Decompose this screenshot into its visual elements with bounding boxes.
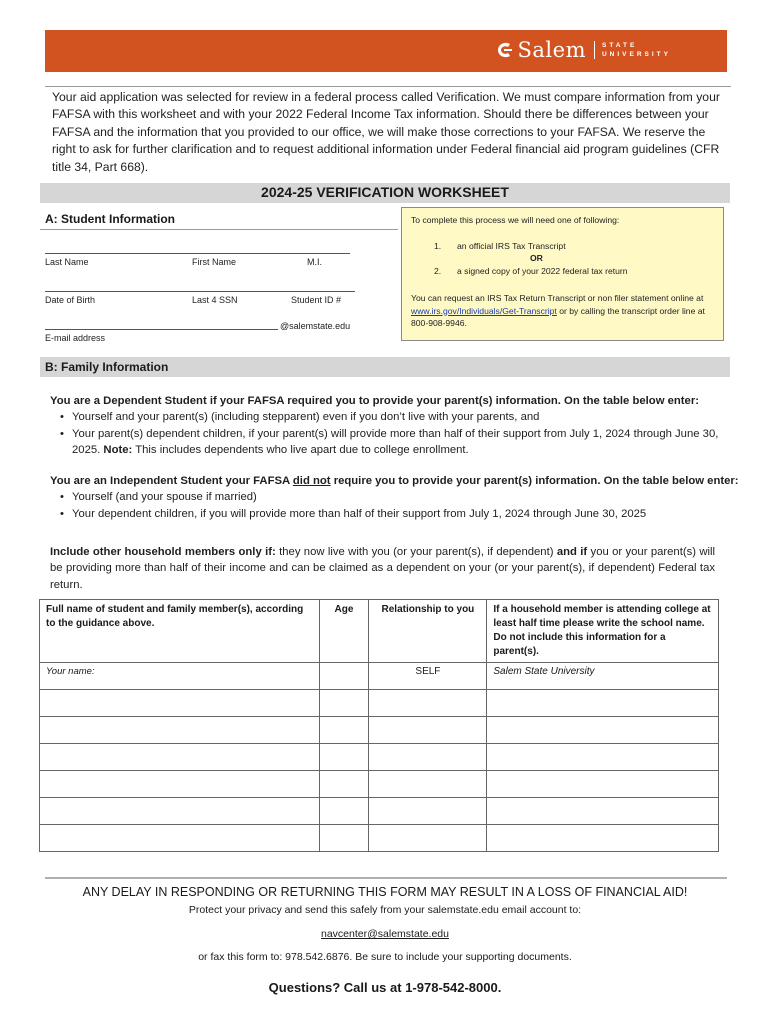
- first-name-label: First Name: [192, 257, 237, 267]
- logo-state-university: [602, 41, 671, 59]
- name-line[interactable]: [45, 253, 350, 254]
- divider: [45, 86, 731, 87]
- dob-label: Date of Birth: [45, 295, 96, 305]
- table-cell[interactable]: [40, 771, 320, 798]
- other-bold-1: Include other household members only if:: [50, 546, 276, 558]
- irs-transcript-link[interactable]: www.irs.gov/Individuals/Get-Transcript: [411, 305, 557, 316]
- cell-school[interactable]: Salem State University: [487, 663, 719, 690]
- other-members-paragraph: [50, 544, 715, 593]
- student-id-label: Student ID #: [291, 295, 342, 305]
- mi-label: M.I.: [307, 257, 322, 267]
- table-cell[interactable]: [319, 690, 369, 717]
- table-cell[interactable]: [40, 825, 320, 852]
- table-cell[interactable]: [487, 690, 719, 717]
- table-row: [40, 744, 719, 771]
- dependent-bullet-2-text: Your parent(s) dependent children, if your parent(s) will provide more than half of their support from July 1, 2024 through June 30, 2025.: [72, 427, 719, 456]
- intro-paragraph: Your aid application was selected for review in a federal process called Verification. We must compare information from your FAFSA with this worksheet and with your 2022 Federal Income Tax information. Should there be differences between your FAFSA and the information that you provided to our office, we will make those corrections to your FAFSA. We reserve the right to ask for further clarification and to request additional information under Federal financial aid program guidelines (CFR title 34, Part 668).: [52, 90, 720, 174]
- header-banner: [45, 30, 727, 72]
- dependent-block: [50, 393, 740, 458]
- table-cell[interactable]: [319, 744, 369, 771]
- logo-state: STATE: [601, 42, 638, 49]
- table-row: [40, 663, 719, 690]
- independent-block: [50, 473, 740, 522]
- table-cell[interactable]: [40, 717, 320, 744]
- table-cell[interactable]: [369, 744, 487, 771]
- section-b-title: B: Family Information: [45, 360, 169, 374]
- email-label: E-mail address: [45, 333, 106, 343]
- dependent-bullet-2: [50, 426, 720, 459]
- footer-fax: or fax this form to: 978.542.6876. Be sure to include your supporting documents.: [198, 951, 572, 963]
- independent-bullet-2: • Your dependent children, if you will provide more than half of their support from July 1, 2024 through June 30, 2025: [50, 506, 740, 522]
- other-text-2: you or your parent(s) will be providing more than half of their income and can be claimed as a dependent on your (or your parent(s), if dependent) Federal tax return.: [50, 546, 716, 591]
- table-cell[interactable]: [40, 798, 320, 825]
- table-cell[interactable]: [369, 690, 487, 717]
- logo-university: UNIVERSITY: [601, 51, 671, 58]
- email-domain: @salemstate.edu: [280, 321, 351, 331]
- section-a-divider: [40, 229, 398, 230]
- col-header-age: Age: [319, 600, 369, 663]
- callout-or: OR: [530, 253, 543, 263]
- navcenter-email-link[interactable]: navcenter@salemstate.edu: [321, 928, 449, 940]
- independent-bullet-1: • Yourself (and your spouse if married): [50, 489, 740, 505]
- table-cell[interactable]: [487, 717, 719, 744]
- table-cell[interactable]: [487, 744, 719, 771]
- table-cell[interactable]: [319, 717, 369, 744]
- last-name-label: Last Name: [45, 257, 89, 267]
- household-table: [39, 599, 719, 852]
- independent-did-not: did not: [292, 475, 331, 487]
- footer-warning: ANY DELAY IN RESPONDING OR RETURNING THIS FORM MAY RESULT IN A LOSS OF FINANCIAL AID!: [82, 885, 688, 899]
- table-cell[interactable]: [40, 690, 320, 717]
- independent-heading-post: require you to provide your parent(s) information. On the table below enter:: [333, 475, 739, 487]
- section-a-title: A: Student Information: [45, 212, 175, 226]
- independent-heading-pre: You are an Independent Student your FAFSA: [50, 475, 290, 487]
- callout-request: [411, 292, 711, 330]
- footer-questions: Questions? Call us at 1-978-542-8000.: [268, 980, 502, 995]
- other-text-1: they now live with you (or your parent(s), if dependent): [279, 546, 554, 558]
- dependent-bullet-1: • Yourself and your parent(s) (including stepparent) even if you don’t live with your parents, and: [50, 409, 740, 425]
- col-header-relationship: Relationship to you: [369, 600, 487, 663]
- table-cell[interactable]: [369, 771, 487, 798]
- salem-logo-icon: [495, 40, 515, 60]
- callout-item1-number: 1.: [434, 241, 442, 251]
- table-cell[interactable]: [369, 825, 487, 852]
- col-header-school: If a household member is attending college at least half time please write the school name. Do not include this information for a parent(s).: [487, 600, 719, 663]
- logo-divider: [594, 41, 595, 59]
- dependent-note-label: Note:: [103, 443, 133, 456]
- cell-relationship[interactable]: SELF: [369, 663, 487, 690]
- independent-heading: [50, 473, 740, 489]
- table-cell[interactable]: [40, 744, 320, 771]
- dob-ssn-id-line[interactable]: [45, 291, 355, 292]
- col-header-name: Full name of student and family member(s), according to the guidance above.: [40, 600, 320, 663]
- salem-state-logo: [495, 38, 671, 62]
- table-cell[interactable]: [369, 798, 487, 825]
- table-row: [40, 771, 719, 798]
- table-cell[interactable]: [487, 798, 719, 825]
- callout-item2: a signed copy of your 2022 federal tax return: [457, 266, 628, 276]
- dependent-note: This includes dependents who live apart due to college enrollment.: [135, 443, 469, 456]
- footer-divider: [45, 877, 727, 879]
- cell-your-name[interactable]: Your name:: [40, 663, 320, 690]
- table-cell[interactable]: [369, 717, 487, 744]
- table-cell[interactable]: [319, 825, 369, 852]
- cell-age[interactable]: [319, 663, 369, 690]
- callout-request-post: or by calling the transcript order line at 800-908-9946.: [411, 305, 705, 328]
- table-cell[interactable]: [487, 825, 719, 852]
- table-row: [40, 825, 719, 852]
- logo-word: Salem: [517, 38, 586, 62]
- callout-item1: an official IRS Tax Transcript: [457, 241, 566, 251]
- table-cell[interactable]: [319, 798, 369, 825]
- table-row: [40, 717, 719, 744]
- other-bold-2: and if: [556, 546, 588, 558]
- dependent-heading: You are a Dependent Student if your FAFSA required you to provide your parent(s) information. On the table below enter:: [50, 395, 700, 407]
- footer-privacy: Protect your privacy and send this safely from your salemstate.edu email account to:: [188, 904, 582, 916]
- email-line[interactable]: [45, 329, 278, 330]
- transcript-callout: [401, 207, 724, 341]
- footer-email-wrap: [0, 928, 770, 940]
- callout-item2-number: 2.: [434, 266, 442, 276]
- table-cell[interactable]: [487, 771, 719, 798]
- table-cell[interactable]: [319, 771, 369, 798]
- callout-request-pre: You can request an IRS Tax Return Transcript or non filer statement online at: [411, 293, 704, 303]
- worksheet-title: 2024-25 VERIFICATION WORKSHEET: [261, 184, 509, 200]
- table-row: [40, 690, 719, 717]
- callout-intro: To complete this process we will need one of following:: [411, 215, 620, 225]
- table-row: [40, 798, 719, 825]
- table-header-row: [40, 600, 719, 663]
- ssn-label: Last 4 SSN: [192, 295, 238, 305]
